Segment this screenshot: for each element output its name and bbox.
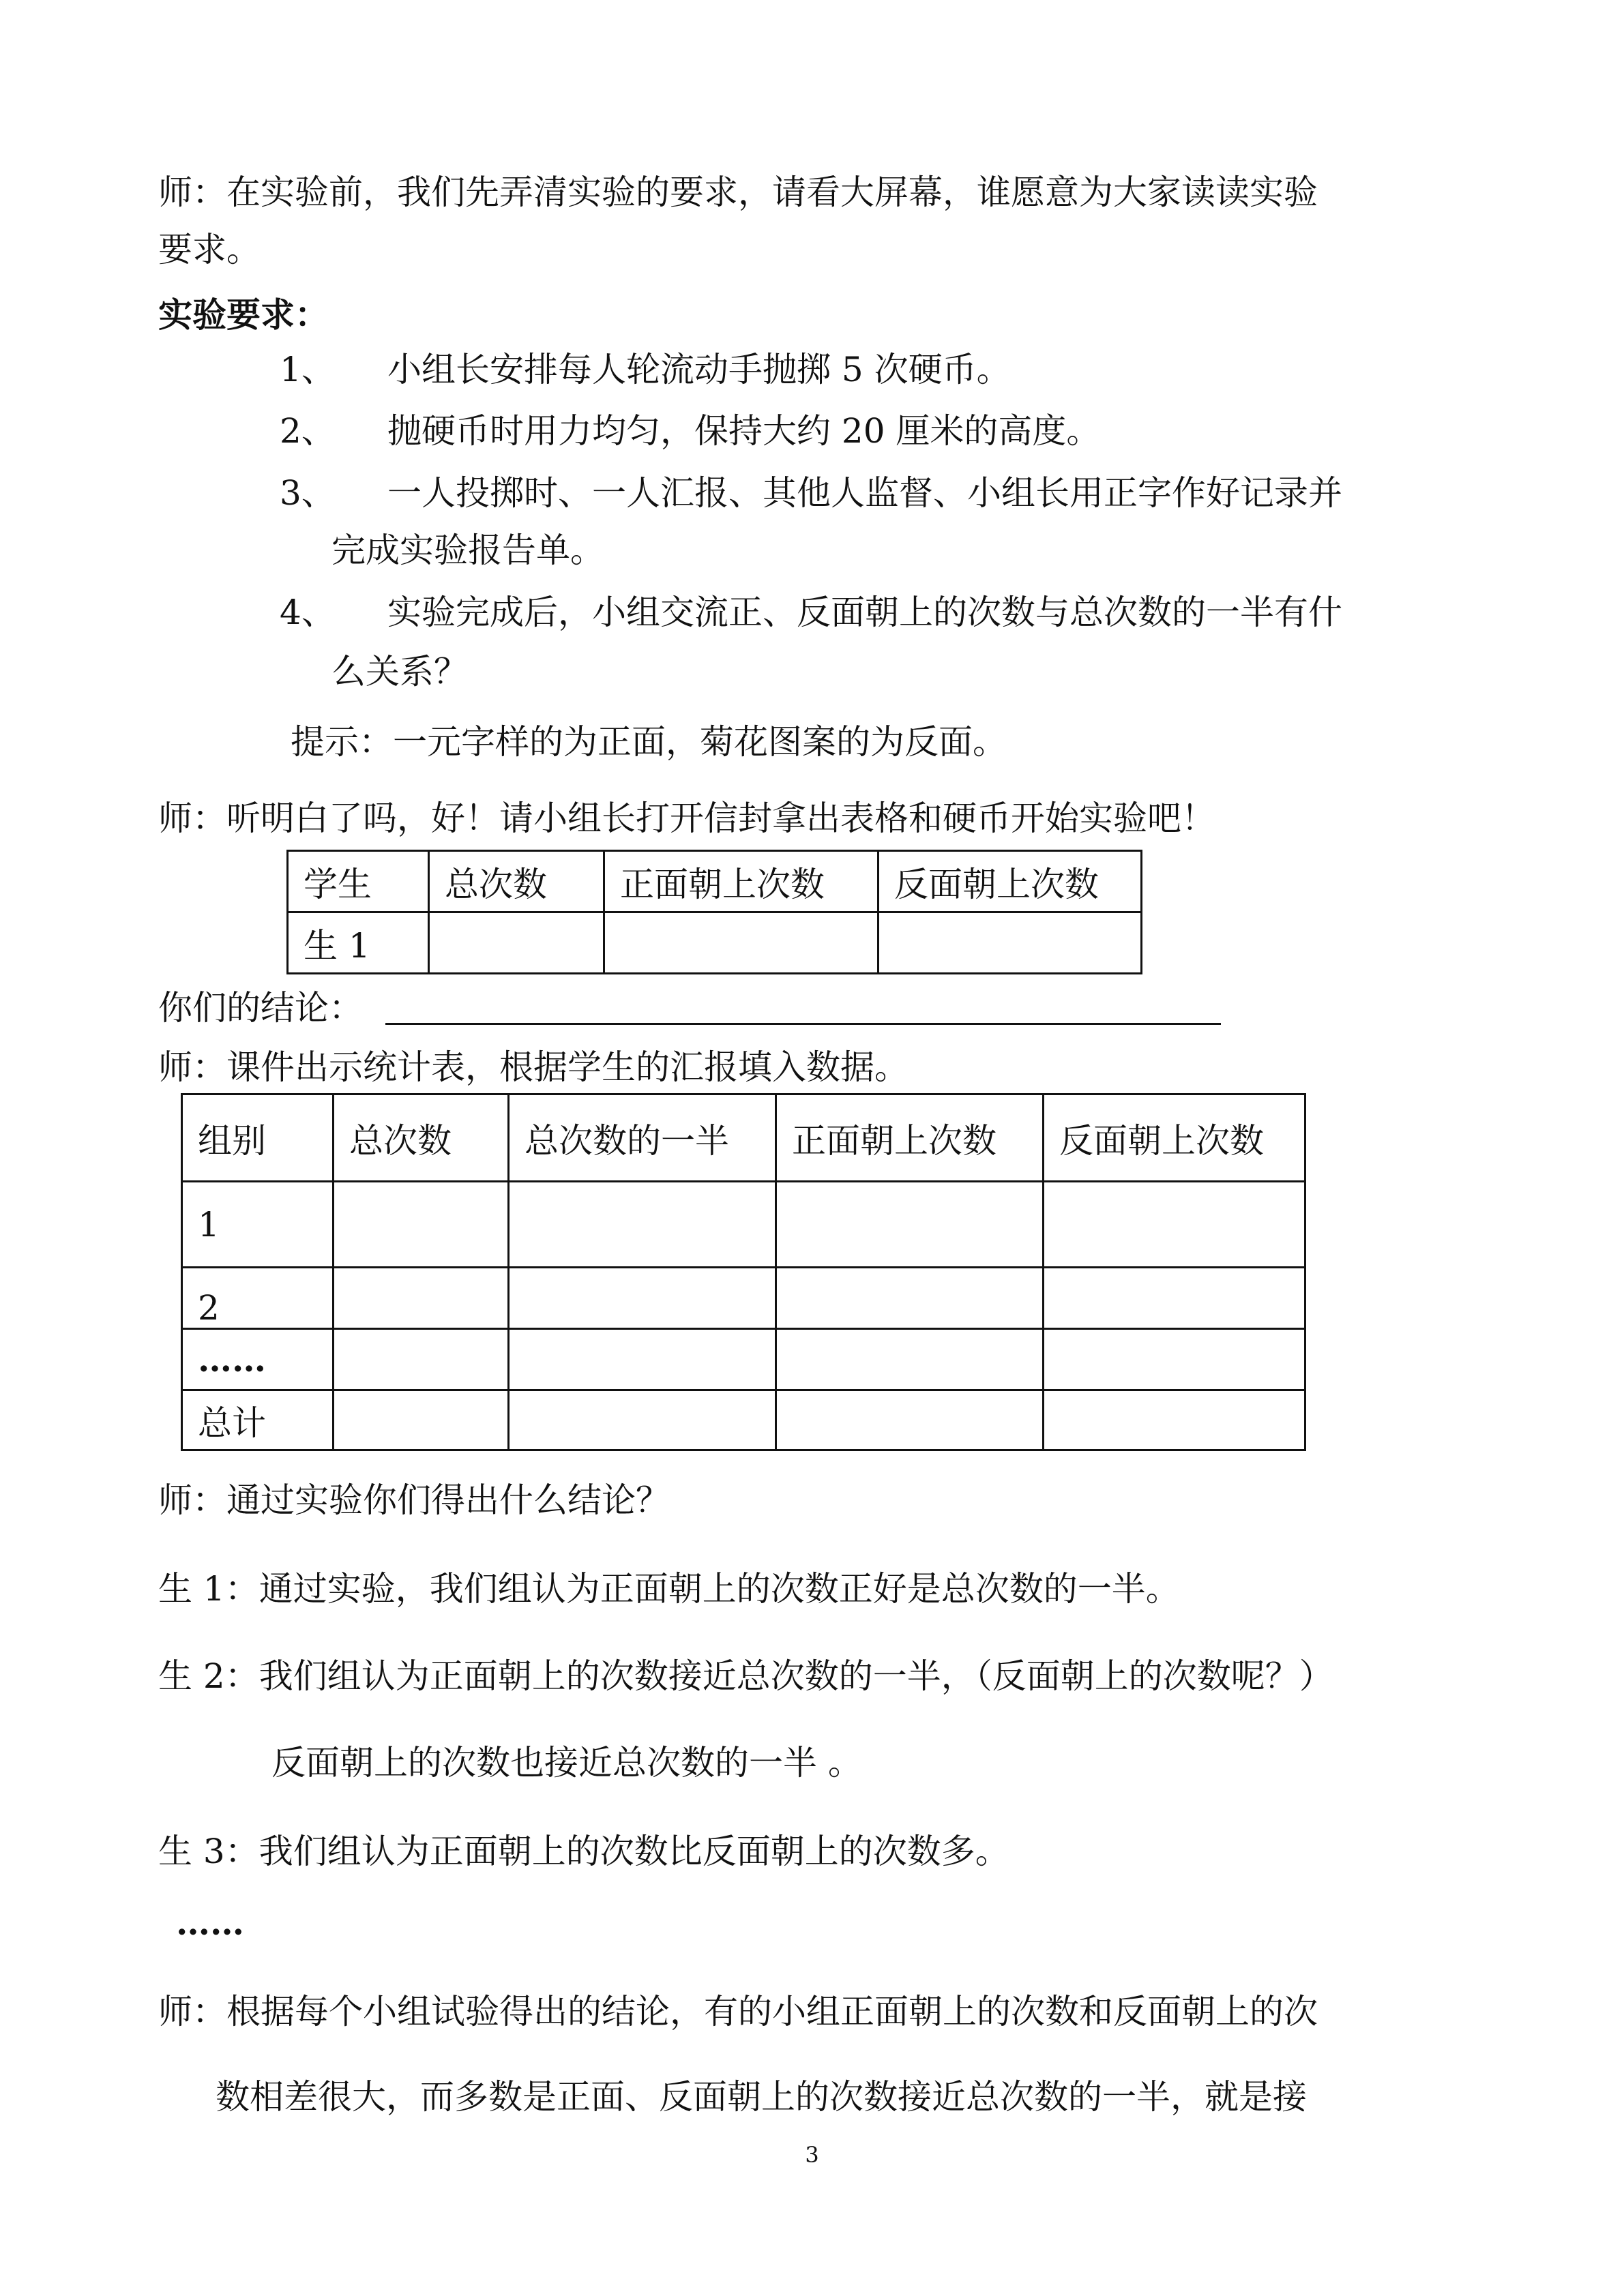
table-row — [182, 1268, 1305, 1329]
table-cell: …… — [182, 1329, 334, 1390]
table-cell: 总计 — [182, 1390, 334, 1450]
table-header-row — [182, 1094, 1305, 1182]
table-cell — [776, 1182, 1044, 1268]
group-stats-table — [181, 1093, 1306, 1451]
intro-line-1: 师：在实验前，我们先弄清实验的要求，请看大屏幕，谁愿意为大家读读实验 — [158, 173, 1318, 212]
table-header-cell: 正面朝上次数 — [776, 1094, 1044, 1182]
student-2-answer-cont: 反面朝上的次数也接近总次数的一半 。 — [271, 1743, 862, 1783]
conclusion-label: 你们的结论： — [158, 988, 363, 1028]
table-header-cell: 总次数 — [429, 851, 604, 912]
table-header-cell: 组别 — [182, 1094, 334, 1182]
table-cell — [1044, 1268, 1305, 1329]
table-cell — [334, 1329, 509, 1390]
table-cell — [334, 1390, 509, 1450]
requirement-text: 抛硬币时用力均匀，保持大约 20 厘米的高度。 — [387, 411, 1101, 451]
teacher-start: 师：听明白了吗，好！请小组长打开信封拿出表格和硬币开始实验吧！ — [158, 799, 1215, 838]
table-cell — [509, 1182, 776, 1268]
teacher-show: 师：课件出示统计表，根据学生的汇报填入数据。 — [158, 1047, 909, 1087]
intro-line-2: 要求。 — [158, 230, 261, 269]
requirement-number: 2、 — [280, 411, 336, 451]
table-cell: 1 — [182, 1182, 334, 1268]
table-row — [288, 912, 1142, 974]
table-cell — [509, 1268, 776, 1329]
requirement-number: 4、 — [280, 593, 336, 632]
student-2-answer: 生 2：我们组认为正面朝上的次数接近总次数的一半，（反面朝上的次数呢？） — [158, 1656, 1333, 1696]
table-header-cell: 正面朝上次数 — [604, 851, 879, 912]
table-cell: 生 1 — [288, 912, 429, 974]
student-table — [286, 850, 1142, 974]
requirement-text: 小组长安排每人轮流动手抛掷 5 次硬币。 — [387, 350, 1011, 389]
requirement-number: 3、 — [280, 473, 336, 513]
requirement-text: 一人投掷时、一人汇报、其他人监督、小组长用正字作好记录并 — [387, 473, 1342, 513]
table-header-row — [288, 851, 1142, 912]
conclusion-blank-line — [385, 1023, 1221, 1025]
table-row — [182, 1182, 1305, 1268]
table-header-cell: 学生 — [288, 851, 429, 912]
table-header-cell: 总次数 — [334, 1094, 509, 1182]
table-cell — [509, 1390, 776, 1450]
requirement-text-cont: 么关系？ — [331, 652, 468, 691]
table-cell — [509, 1329, 776, 1390]
table-header-cell: 反面朝上次数 — [1044, 1094, 1305, 1182]
table-cell — [429, 912, 604, 974]
requirements-heading: 实验要求： — [158, 295, 329, 335]
table-cell — [334, 1182, 509, 1268]
table-cell — [776, 1390, 1044, 1450]
hint: 提示：一元字样的为正面，菊花图案的为反面。 — [291, 722, 1007, 762]
table-cell — [334, 1268, 509, 1329]
requirement-text: 实验完成后，小组交流正、反面朝上的次数与总次数的一半有什 — [387, 593, 1342, 632]
table-cell — [1044, 1390, 1305, 1450]
table-row — [182, 1329, 1305, 1390]
student-3-answer: 生 3：我们组认为正面朝上的次数比反面朝上的次数多。 — [158, 1832, 1009, 1871]
table-cell: 2 — [182, 1268, 334, 1329]
student-1-answer: 生 1：通过实验，我们组认为正面朝上的次数正好是总次数的一半。 — [158, 1569, 1180, 1609]
table-row — [182, 1390, 1305, 1450]
requirement-number: 1、 — [280, 350, 336, 389]
table-header-cell: 总次数的一半 — [509, 1094, 776, 1182]
table-header-cell: 反面朝上次数 — [879, 851, 1142, 912]
page-number: 3 — [805, 2142, 819, 2168]
table-cell — [776, 1268, 1044, 1329]
teacher-question: 师：通过实验你们得出什么结论？ — [158, 1480, 670, 1520]
table-cell — [776, 1329, 1044, 1390]
teacher-summary-cont: 数相差很大，而多数是正面、反面朝上的次数接近总次数的一半，就是接 — [216, 2077, 1307, 2117]
requirement-text-cont: 完成实验报告单。 — [331, 531, 604, 570]
teacher-summary: 师：根据每个小组试验得出的结论，有的小组正面朝上的次数和反面朝上的次 — [158, 1992, 1318, 2031]
ellipsis: …… — [176, 1903, 244, 1943]
table-cell — [1044, 1329, 1305, 1390]
table-cell — [879, 912, 1142, 974]
table-cell — [1044, 1182, 1305, 1268]
table-cell — [604, 912, 879, 974]
